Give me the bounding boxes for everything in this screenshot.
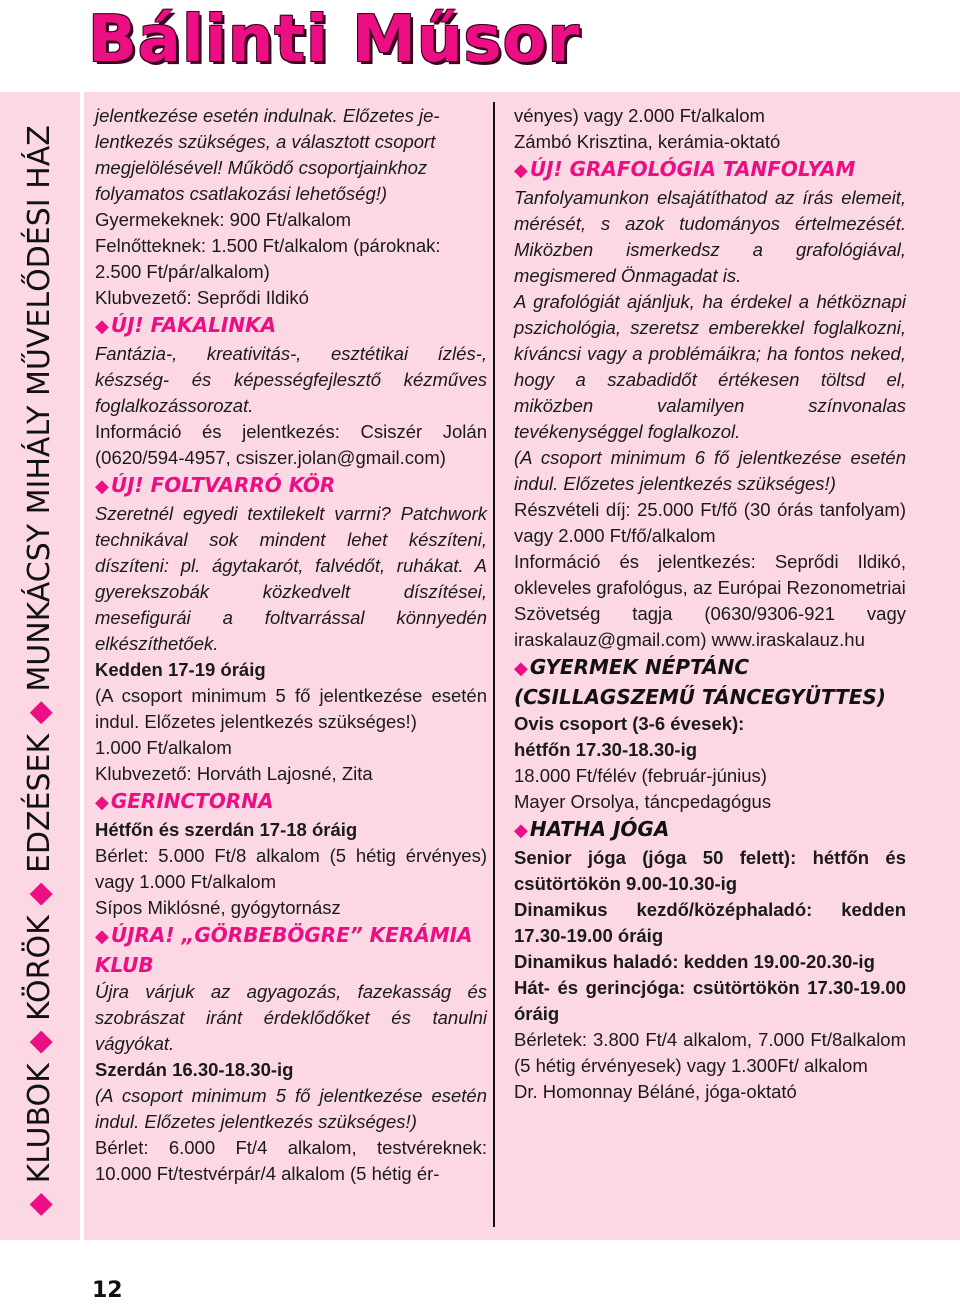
section-note: (A csoport minimum 6 fő jelentkezése esetén indul. Előzetes jelentkezés szükséges!) — [514, 447, 906, 494]
page-number: 12 — [92, 1278, 123, 1303]
section-note: (A csoport minimum 5 fő jelentkezése esetén indul. Előzetes jelentkezés szükséges!) — [95, 1085, 487, 1132]
schedule-line: Hát- és gerincjóga: csütörtökön 17.30-19.00 óráig — [514, 977, 906, 1024]
schedule-line: Dinamikus haladó: kedden 19.00-20.30-ig — [514, 951, 875, 972]
section-price: Bérletek: 3.800 Ft/4 alkalom, 7.000 Ft/8alkalom (5 hétig érvényesek) vagy 1.300Ft/ alkalom — [514, 1029, 906, 1076]
diamond-icon: ◆ — [514, 658, 528, 679]
section-price: Részvételi díj: 25.000 Ft/fő (30 órás tanfolyam) vagy 2.000 Ft/fő/alkalom — [514, 499, 906, 546]
diamond-icon: ◆ — [95, 792, 109, 813]
column-divider — [493, 102, 495, 1227]
schedule-line: Dinamikus kezdő/középhaladó: kedden 17.30-19.00 óráig — [514, 899, 906, 946]
section-desc: Tanfolyamunkon elsajátíthatod az írás elemeit, mérését, s azok tudományos értelmezését. Miközben ismerkedsz a grafológiával, megismered Önmagadat is. — [514, 187, 906, 286]
section-info: Információ és jelentkezés: Csiszér Jolán (0620/594-4957, csiszer.jolan@gmail.com) — [95, 421, 487, 468]
section-desc: Fantázia-, kreativitás-, esztétikai ízlés-, készség- és képességfejlesztő kézműves foglalkozássorozat. — [95, 343, 487, 416]
intro-line: megjelölésével! Működő csoportjainkhoz — [95, 157, 428, 178]
section-subheading-neptanc: (CSILLAGSZEMŰ TÁNCEGYÜTTES) — [514, 685, 886, 709]
diamond-icon: ◆ — [22, 701, 57, 725]
sidebar-item-korok: KÖRÖK — [22, 915, 57, 1021]
diamond-icon: ◆ — [22, 882, 57, 906]
diamond-icon: ◆ — [514, 160, 528, 181]
diamond-icon: ◆ — [22, 1192, 57, 1216]
schedule-line: Senior jóga (jóga 50 felett): hétfőn és csütörtökön 9.00-10.30-ig — [514, 847, 906, 894]
section-heading-hatha: ◆ HATHA JÓGA — [514, 817, 670, 841]
section-price: Bérlet: 6.000 Ft/4 alkalom, testvéreknek: 10.000 Ft/testvérpár/4 alkalom (5 hétig ér- — [95, 1137, 487, 1184]
price-line: Felnőtteknek: 1.500 Ft/alkalom (pároknak: — [95, 235, 441, 256]
diamond-icon: ◆ — [95, 476, 109, 497]
sidebar-item-klubok: KLUBOK — [22, 1063, 57, 1184]
intro-line: lentkezés szükséges, a választott csoport — [95, 131, 436, 152]
diamond-icon: ◆ — [514, 820, 528, 841]
sidebar-item-muvhaz: MUNKÁCSY MIHÁLY MŰVELŐDÉSI HÁZ — [22, 125, 57, 692]
section-price: 1.000 Ft/alkalom — [95, 737, 232, 758]
sidebar-item-edzesek: EDZÉSEK — [22, 733, 57, 874]
diamond-icon: ◆ — [95, 926, 109, 947]
leader-line: Zámbó Krisztina, kerámia-oktató — [514, 131, 781, 152]
section-heading-keramia: ◆ ÚJRA! „GÖRBEBÖGRE” KERÁMIA KLUB — [95, 923, 473, 977]
section-heading-grafologia: ◆ ÚJ! GRAFOLÓGIA TANFOLYAM — [514, 157, 856, 181]
diamond-icon: ◆ — [95, 316, 109, 337]
diamond-icon: ◆ — [22, 1030, 57, 1054]
price-line: vényes) vagy 2.000 Ft/alkalom — [514, 105, 765, 126]
section-desc: Újra várjuk az agyagozás, fazekasság és szobrászat iránt érdeklődőket és tanulni vágyókat. — [95, 981, 487, 1054]
section-group: Ovis csoport (3-6 évesek): — [514, 713, 745, 734]
section-note: (A csoport minimum 5 fő jelentkezése esetén indul. Előzetes jelentkezés szükséges!) — [95, 685, 487, 732]
right-column — [514, 103, 906, 1105]
section-time: Kedden 17-19 óráig — [95, 659, 266, 680]
section-heading-foltvarro: ◆ ÚJ! FOLTVARRÓ KÖR — [95, 473, 336, 497]
section-leader: Dr. Homonnay Béláné, jóga-oktató — [514, 1081, 797, 1102]
sidebar-vertical-label — [20, 125, 60, 1216]
section-info: Információ és jelentkezés: Seprődi Ildikó, okleveles grafológus, az Európai Rezonometriai — [514, 551, 906, 598]
price-line: Gyermekeknek: 900 Ft/alkalom — [95, 209, 352, 230]
section-price: Bérlet: 5.000 Ft/8 alkalom (5 hétig érvényes) vagy 1.000 Ft/alkalom — [95, 845, 487, 892]
intro-line: jelentkezése esetén indulnak. Előzetes je- — [95, 105, 440, 126]
page-title: Bálinti Műsor — [88, 3, 581, 77]
section-leader: Klubvezető: Horváth Lajosné, Zita — [95, 763, 373, 784]
leader-line: Klubvezető: Seprődi Ildikó — [95, 287, 309, 308]
left-column — [95, 103, 487, 1187]
section-info: Szövetség tagja (0630/9306-921 vagy iraskalauz@gmail.com) www.iraskalauz.hu — [514, 603, 906, 650]
section-leader: Mayer Orsolya, táncpedagógus — [514, 791, 772, 812]
section-time: Hétfőn és szerdán 17-18 óráig — [95, 819, 358, 840]
section-desc: A grafológiát ajánljuk, ha érdekel a hétköznapi pszichológia, szeretsz emberekkel foglalkozni, kíváncsi vagy a problémáikra; ha fontos neked, hogy a szabadidőt értékesen töltsd el, miközben valamilyen színvonalas tevékenységgel foglalkozol. — [514, 291, 906, 442]
section-heading-fakalinka: ◆ ÚJ! FAKALINKA — [95, 313, 277, 337]
section-heading-neptanc: ◆ GYERMEK NÉPTÁNC — [514, 655, 750, 679]
section-desc: Szeretnél egyedi textilekelt varrni? Patchwork technikával sok mindent lehet készíteni, díszíteni: pl. ágytakarót, falvédőt, ruhákat. A gyerekszobák közkedvelt díszítései, mesefigurái a foltvarrással könnyedén elkészíthetőek. — [95, 503, 487, 654]
intro-line: folyamatos csatlakozási lehetőség!) — [95, 183, 388, 204]
section-time: hétfőn 17.30-18.30-ig — [514, 739, 698, 760]
section-time: Szerdán 16.30-18.30-ig — [95, 1059, 294, 1080]
section-leader: Sípos Miklósné, gyógytornász — [95, 897, 341, 918]
section-price: 18.000 Ft/félév (február-június) — [514, 765, 767, 786]
price-line: 2.500 Ft/pár/alkalom) — [95, 261, 270, 282]
section-heading-gerinctorna: ◆ GERINCTORNA — [95, 789, 274, 813]
